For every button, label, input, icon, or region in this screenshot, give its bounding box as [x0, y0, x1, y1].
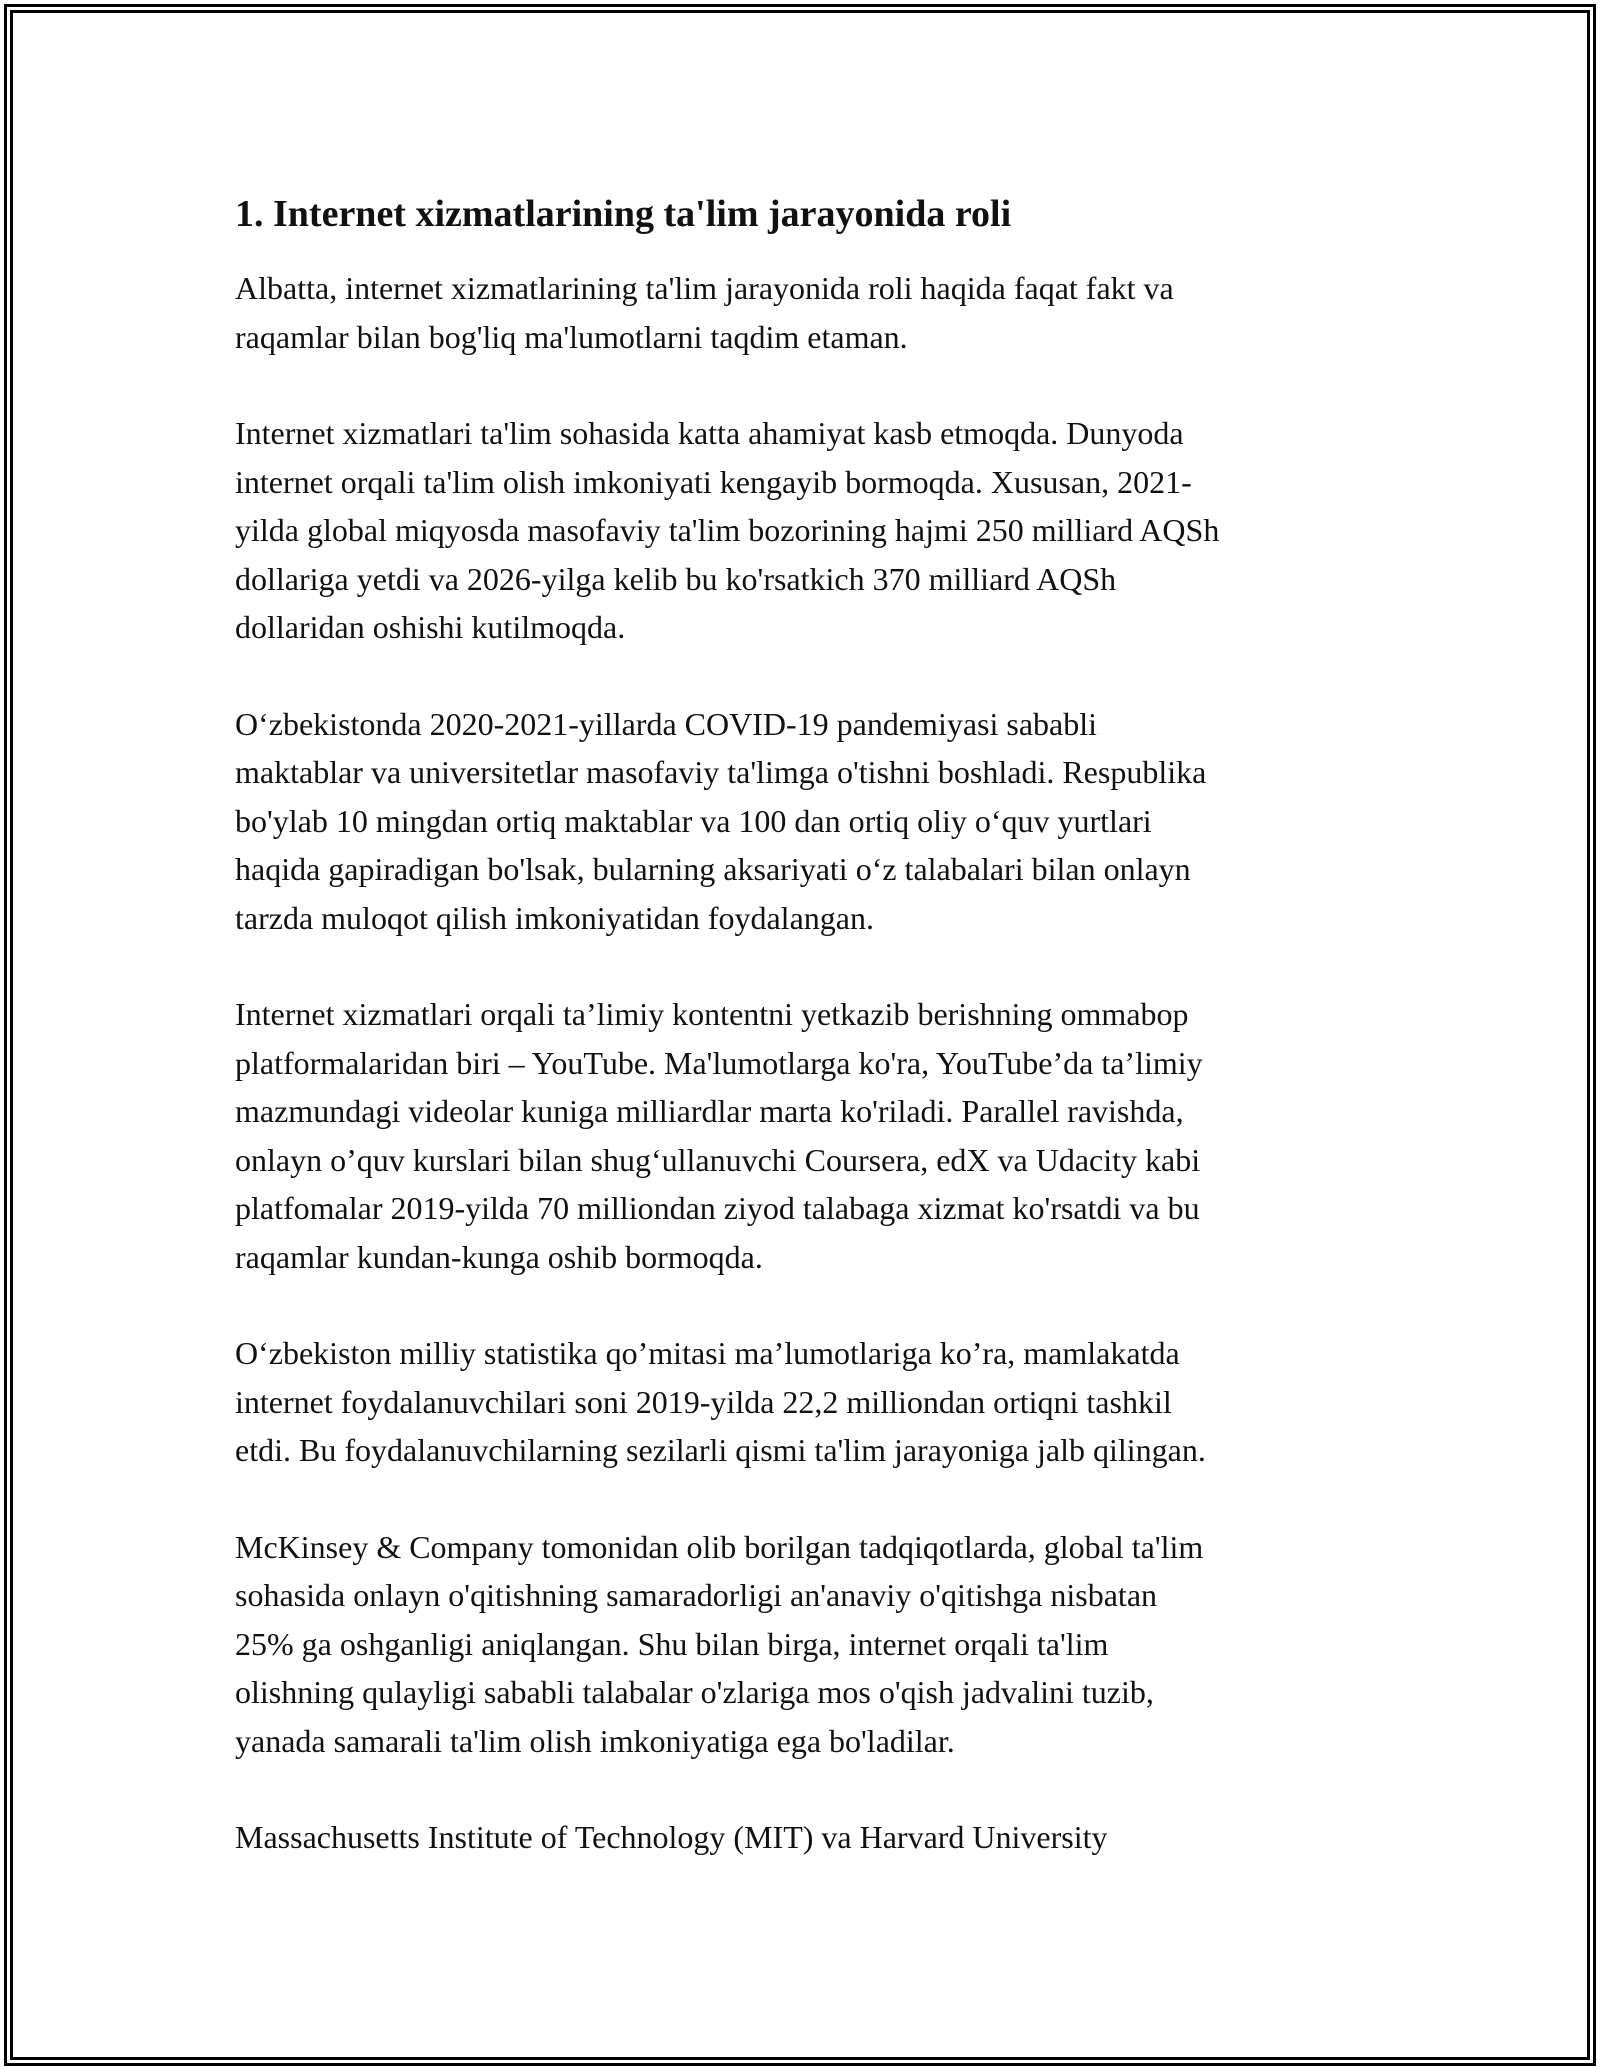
- paragraph-youtube-platforms: Internet xizmatlari orqali ta’limiy kontentni yetkazib berishning ommabop platformalaridan biri – YouTube. Ma'lumotlarga ko'ra, YouTube’da ta’limiy mazmundagi videolar kuniga milliardlar marta ko'riladi. Parallel ravishda, onlayn o’quv kurslari bilan shug‘ullanuvchi Coursera, edX va Udacity kabi platfomalar 2019-yilda 70 milliondan ziyod talabaga xizmat ko'rsatdi va bu raqamlar kundan-kunga oshib bormoqda.: [235, 996, 1203, 1275]
- paragraph-mit-harvard: Massachusetts Institute of Technology (MIT) va Harvard University: [235, 1819, 1108, 1855]
- paragraph-intro: Albatta, internet xizmatlarining ta'lim jarayonida roli haqida faqat fakt va raqamlar bilan bog'liq ma'lumotlarni taqdim etaman.: [235, 270, 1174, 355]
- paragraph-mckinsey: McKinsey & Company tomonidan olib borilgan tadqiqotlarda, global ta'lim sohasida onlayn o'qitishning samaradorligi an'anaviy o'qitishga nisbatan 25% ga oshganligi aniqlangan. Shu bilan birga, internet orqali ta'lim olishning qulayligi sababli talabalar o'zlariga mos o'qish jadvalini tuzib, yanada samarali ta'lim olish imkoniyatiga ega bo'ladilar.: [235, 1528, 1204, 1759]
- paragraph-uzbekistan-covid: O‘zbekistonda 2020-2021-yillarda COVID-19 pandemiyasi sababli maktablar va universitetlar masofaviy ta'limga o'tishni boshladi. Respublika bo'ylab 10 mingdan ortiq maktablar va 100 dan ortiq oliy o‘quv yurtlari haqida gapiradigan bo'lsak, bularning aksariyati o‘z talabalari bilan onlayn tarzda muloqot qilish imkoniyatidan foydalangan.: [235, 705, 1207, 936]
- section-heading: 1. Internet xizmatlarining ta'lim jarayonida roli: [235, 193, 1012, 235]
- document-body: [235, 186, 1385, 1910]
- paragraph-market-size: Internet xizmatlari ta'lim sohasida katta ahamiyat kasb etmoqda. Dunyoda internet orqali ta'lim olish imkoniyati kengayib bormoqda. Xususan, 2021- yilda global miqyosda masofaviy ta'lim bozorining hajmi 250 milliard AQSh dollariga yetdi va 2026-yilga kelib bu ko'rsatkich 370 milliard AQSh dollaridan oshishi kutilmoqda.: [235, 415, 1220, 645]
- paragraph-internet-users: O‘zbekiston milliy statistika qo’mitasi ma’lumotlariga ko’ra, mamlakatda internet foydalanuvchilari soni 2019-yilda 22,2 milliondan ortiqni tashkil etdi. Bu foydalanuvchilarning sezilarli qismi ta'lim jarayoniga jalb qilingan.: [235, 1335, 1206, 1468]
